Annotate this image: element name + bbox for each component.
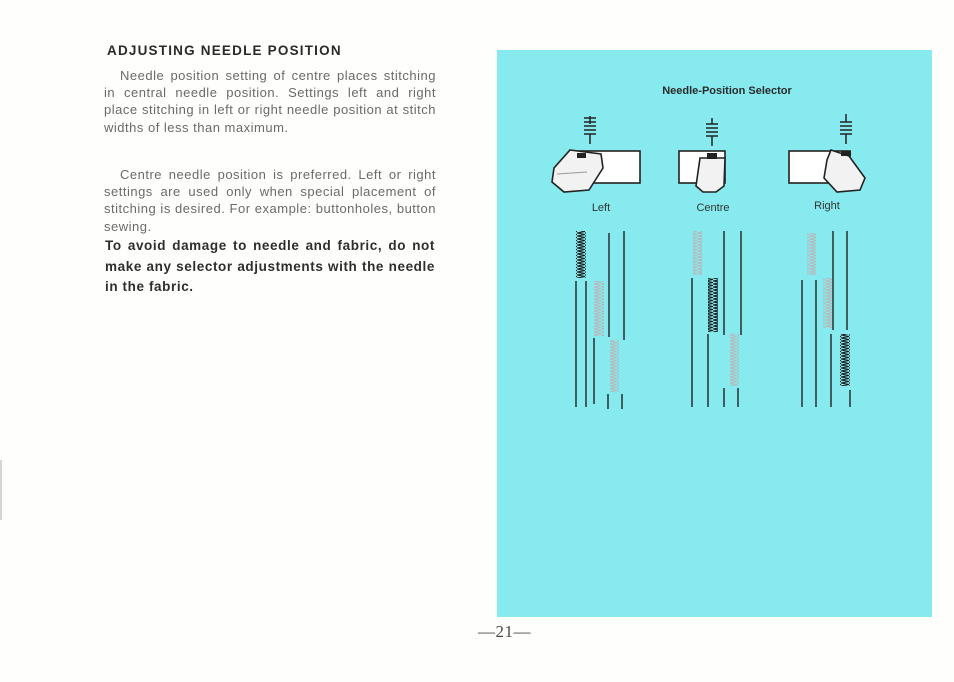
page-edge xyxy=(0,460,2,520)
left-selector-icon xyxy=(552,116,640,192)
centre-stitch-diagram xyxy=(692,231,741,407)
warning-text: To avoid damage to needle and fabric, do not make any selector adjustments with the needle in the fabric. xyxy=(105,238,435,294)
label-centre: Centre xyxy=(696,202,730,214)
paragraph-centre-preferred: Centre needle position is preferred. Left or right settings are used only when special placement of stitching is desired. For example: buttonholes, button sewing. xyxy=(104,167,436,234)
illustration-svg xyxy=(497,50,932,617)
needle-position-illustration xyxy=(497,50,932,617)
left-stitch-diagram xyxy=(576,231,624,409)
figure-title: Needle-Position Selector xyxy=(662,85,792,97)
paragraph-needle-position: Needle position setting of centre places stitching in central needle position. Settings left and right place stitching in left or right needle position at stitch widths of less than maximum. xyxy=(104,68,436,135)
label-left: Left xyxy=(591,202,611,214)
page-number: —21— xyxy=(478,622,531,641)
label-right: Right xyxy=(814,200,840,212)
centre-selector-icon xyxy=(679,118,725,192)
right-selector-icon xyxy=(789,114,865,192)
section-heading: ADJUSTING NEEDLE POSITION xyxy=(107,43,342,58)
right-stitch-diagram xyxy=(802,231,850,407)
